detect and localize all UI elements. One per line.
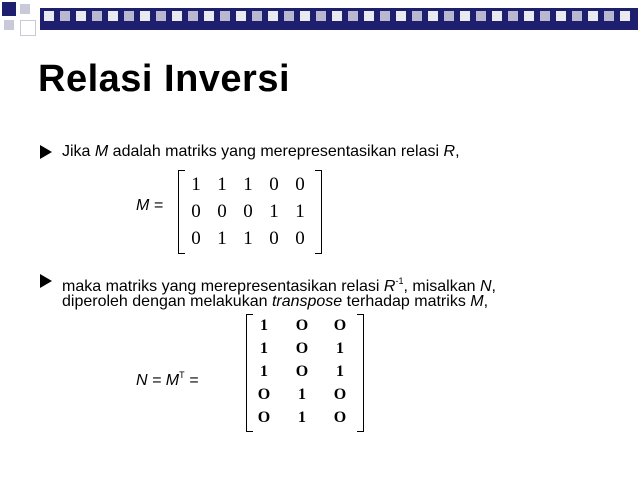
deco-square <box>428 11 438 21</box>
deco-square <box>20 20 36 36</box>
deco-square <box>604 11 614 21</box>
deco-square <box>588 11 598 21</box>
deco-square <box>44 11 54 21</box>
deco-square <box>380 11 390 21</box>
deco-square <box>460 11 470 21</box>
matrix-cell: 1 <box>260 363 268 380</box>
matrix-cell: 0 <box>191 201 201 222</box>
bullet-2-line-1: maka matriks yang merepresentasikan relasi $R^{-1}$, misalkan N, <box>62 276 496 295</box>
deco-square <box>524 11 534 21</box>
slide-title: Relasi Inversi <box>38 58 291 100</box>
deco-square <box>348 11 358 21</box>
deco-square <box>108 11 118 21</box>
deco-square <box>412 11 422 21</box>
deco-square <box>172 11 182 21</box>
deco-square <box>92 11 102 21</box>
matrix-cell: 1 <box>191 174 201 195</box>
matrix-cell: 0 <box>295 174 305 195</box>
matrix-cell: 0 <box>269 228 279 249</box>
deco-square <box>540 11 550 21</box>
matrix-n <box>246 314 364 432</box>
deco-square <box>220 11 230 21</box>
deco-square <box>508 11 518 21</box>
matrix-cell: O <box>333 317 347 334</box>
deco-square <box>236 11 246 21</box>
matrix-cell: 1 <box>336 363 344 380</box>
deco-square <box>156 11 166 21</box>
deco-square <box>188 11 198 21</box>
deco-square <box>332 11 342 21</box>
deco-square <box>20 4 30 14</box>
deco-square <box>4 20 14 30</box>
deco-square <box>204 11 214 21</box>
matrix-cell: 1 <box>217 228 227 249</box>
matrix-cell: O <box>333 386 347 403</box>
matrix-cell: 0 <box>243 201 253 222</box>
deco-square <box>300 11 310 21</box>
matrix-cell: 1 <box>269 201 279 222</box>
deco-square <box>492 11 502 21</box>
matrix-cell: 1 <box>336 340 344 357</box>
deco-square <box>316 11 326 21</box>
matrix-cell: 1 <box>298 409 306 426</box>
matrix-cell: 1 <box>217 174 227 195</box>
matrix-cell: 0 <box>217 201 227 222</box>
matrix-cell: 1 <box>295 201 305 222</box>
matrix-m-label: M = <box>136 197 164 214</box>
matrix-cell: 1 <box>260 317 268 334</box>
matrix-n-label: $N = M^T$ = <box>136 370 199 389</box>
header-decoration <box>0 0 638 38</box>
deco-square <box>252 11 262 21</box>
matrix-cell: 1 <box>243 174 253 195</box>
bullet-marker <box>40 274 52 288</box>
matrix-cell: 1 <box>243 228 253 249</box>
matrix-cell: 0 <box>269 174 279 195</box>
matrix-cell: O <box>333 409 347 426</box>
matrix-cell: O <box>295 363 309 380</box>
matrix-cell: 1 <box>260 340 268 357</box>
deco-square <box>268 11 278 21</box>
deco-square <box>396 11 406 21</box>
matrix-cell: 0 <box>191 228 201 249</box>
deco-square <box>572 11 582 21</box>
matrix-cell: O <box>295 340 309 357</box>
deco-square <box>476 11 486 21</box>
matrix-cell: 1 <box>298 386 306 403</box>
matrix-cell: 0 <box>295 228 305 249</box>
deco-square <box>124 11 134 21</box>
bullet-2-line-2: diperoleh dengan melakukan transpose terhadap matriks M, <box>62 293 489 310</box>
matrix-cell: O <box>257 386 271 403</box>
bracket-right <box>357 314 364 432</box>
deco-square <box>364 11 374 21</box>
deco-square <box>284 11 294 21</box>
matrix-cell: O <box>295 317 309 334</box>
deco-square <box>620 11 630 21</box>
deco-square <box>444 11 454 21</box>
deco-square <box>556 11 566 21</box>
deco-square <box>2 2 16 16</box>
deco-square <box>76 11 86 21</box>
bullet-marker <box>40 145 52 159</box>
matrix-m <box>178 170 322 254</box>
deco-square <box>140 11 150 21</box>
bracket-right <box>315 170 322 254</box>
matrix-cell: O <box>257 409 271 426</box>
deco-square <box>60 11 70 21</box>
bullet-1-text: Jika M adalah matriks yang merepresentasikan relasi R, <box>62 143 460 160</box>
